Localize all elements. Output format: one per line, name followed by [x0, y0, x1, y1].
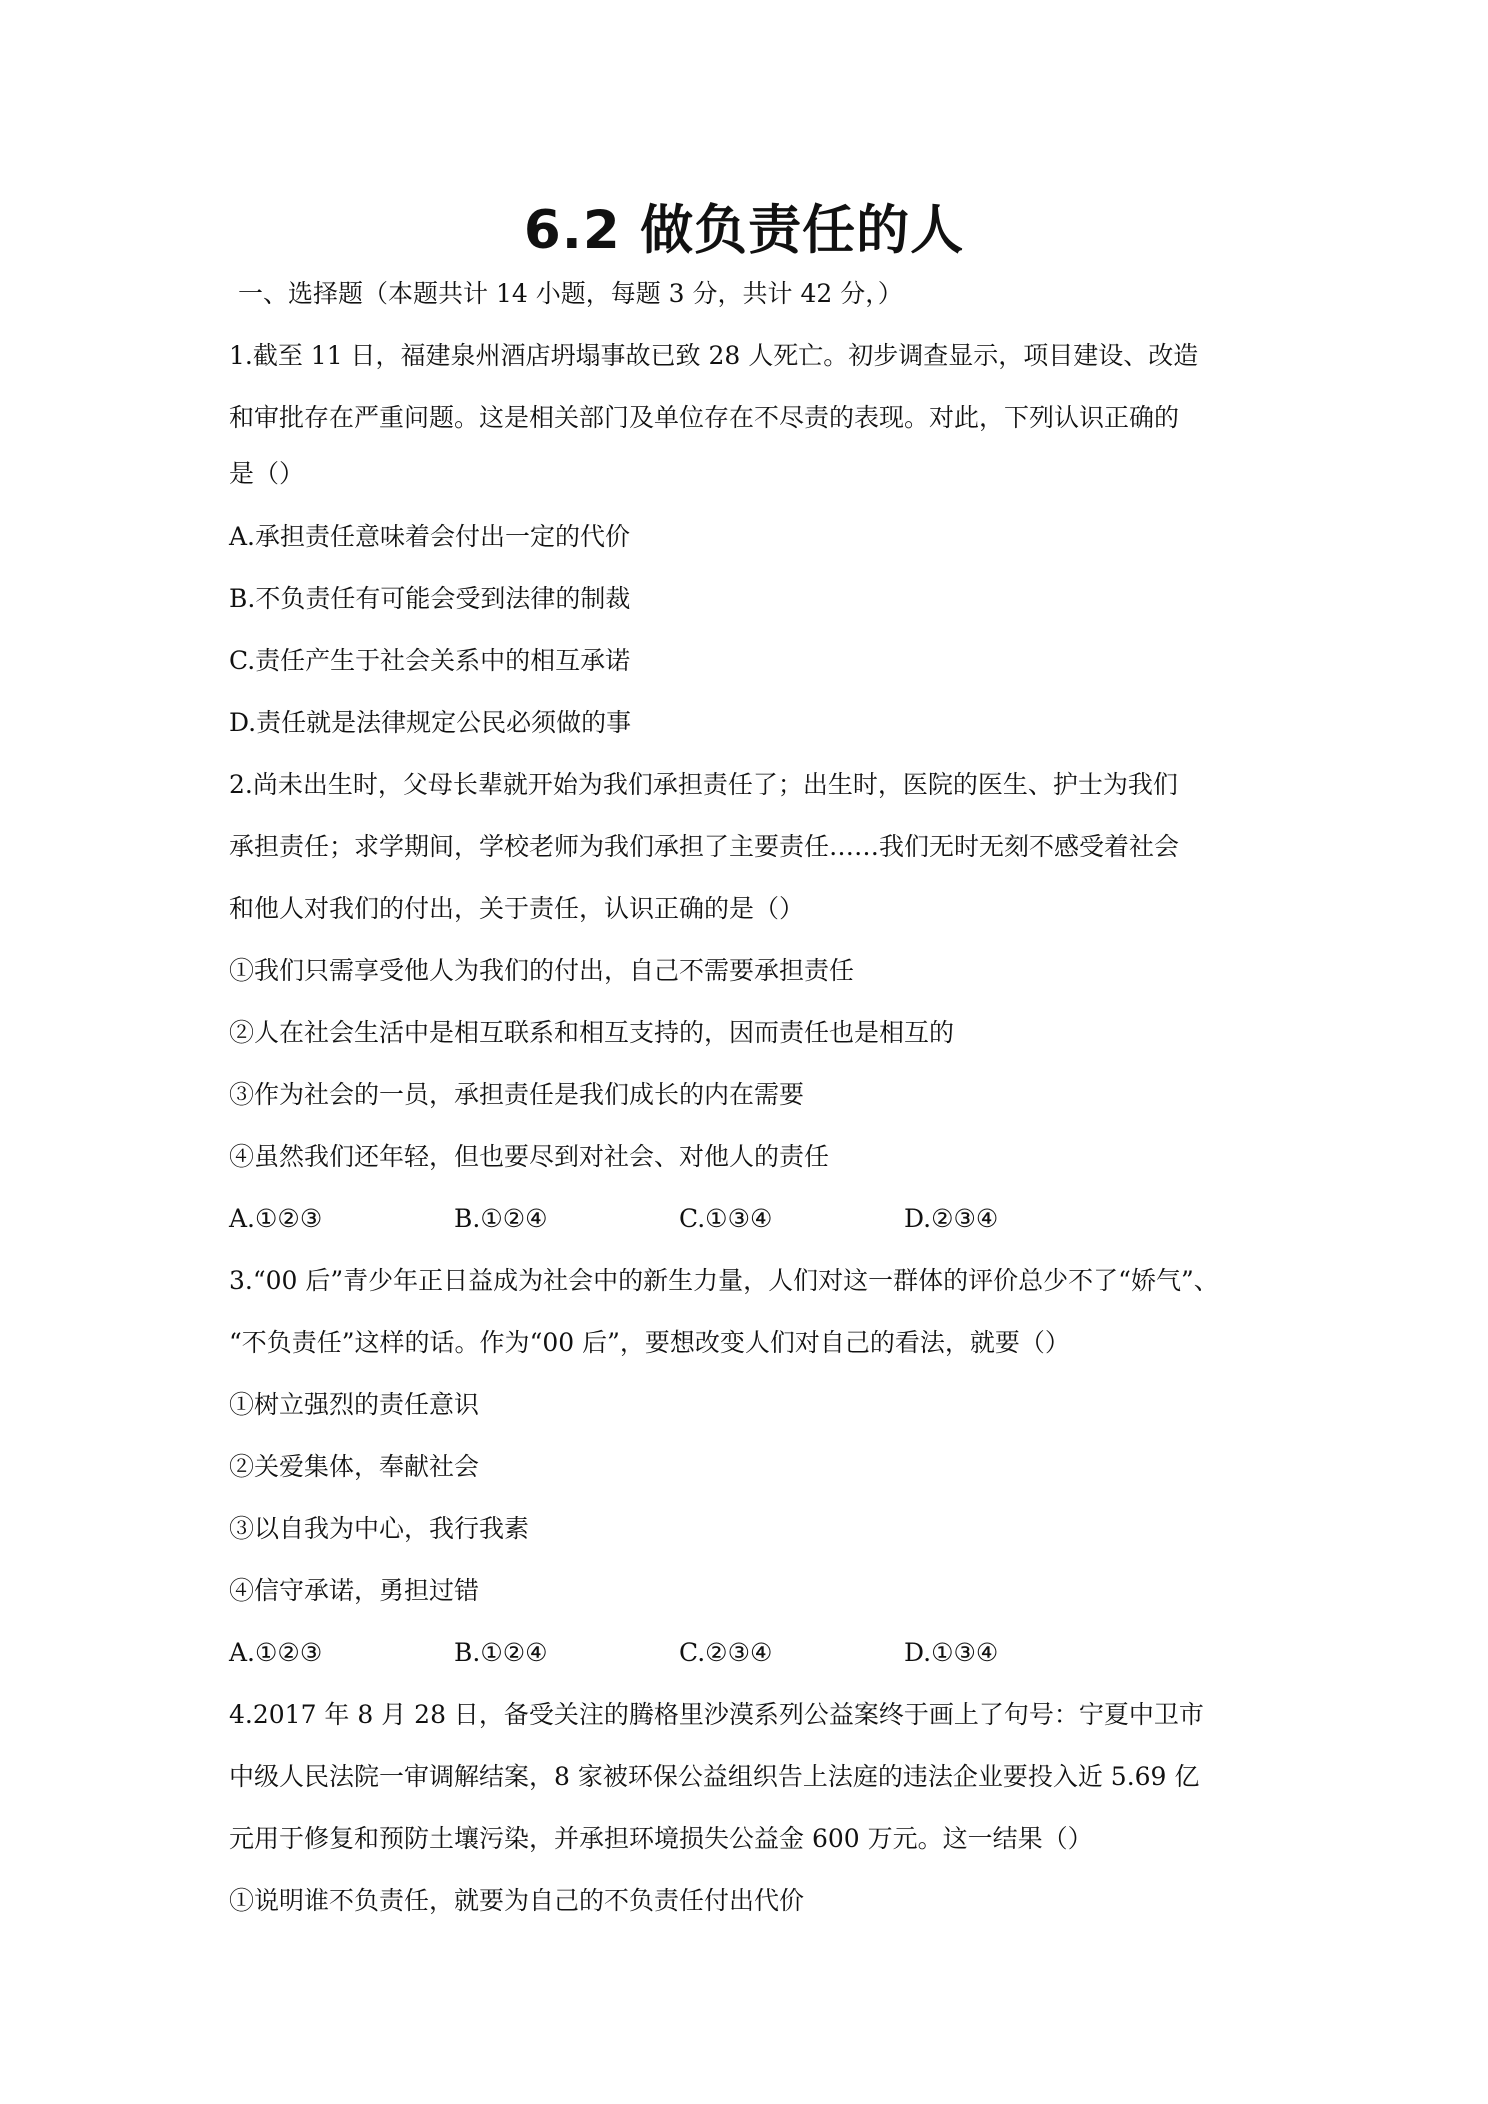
question-3-stem-line-1: 3.“00 后”青少年正日益成为社会中的新生力量，人们对这一群体的评价总少不了“娇气”、: [229, 1266, 1219, 1295]
page-title: 6.2 做负责任的人: [523, 200, 965, 261]
question-4-stem-line-3: 元用于修复和预防土壤污染，并承担环境损失公益金 600 万元。这一结果（）: [229, 1824, 1093, 1853]
question-3-statement-4: ④信守承诺，勇担过错: [229, 1576, 480, 1605]
question-1-stem-line-1: 1.截至 11 日，福建泉州酒店坍塌事故已致 28 人死亡。初步调查显示，项目建设、改造: [229, 341, 1199, 370]
question-3-stem-line-2: “不负责任”这样的话。作为“00 后”，要想改变人们对自己的看法，就要（）: [229, 1328, 1070, 1357]
question-2-statement-3: ③作为社会的一员，承担责任是我们成长的内在需要: [229, 1080, 805, 1109]
question-2-option-d: D.②③④: [904, 1204, 999, 1233]
question-2-stem-line-3: 和他人对我们的付出，关于责任，认识正确的是（）: [229, 894, 805, 923]
question-3-statement-2: ②关爱集体，奉献社会: [229, 1452, 480, 1481]
question-3-option-c: C.②③④: [679, 1638, 773, 1667]
question-2-option-c: C.①③④: [679, 1204, 773, 1233]
section-heading: 一、选择题（本题共计 14 小题，每题 3 分，共计 42 分，）: [238, 279, 903, 308]
question-3-statement-1: ①树立强烈的责任意识: [229, 1390, 480, 1419]
question-3-option-a: A.①②③: [229, 1638, 323, 1667]
question-4-stem-line-1: 4.2017 年 8 月 28 日，备受关注的腾格里沙漠系列公益案终于画上了句号：宁夏中卫市: [229, 1700, 1204, 1729]
question-2-stem-line-1: 2.尚未出生时，父母长辈就开始为我们承担责任了；出生时，医院的医生、护士为我们: [229, 770, 1178, 799]
question-3-option-d: D.①③④: [904, 1638, 999, 1667]
question-2-statement-4: ④虽然我们还年轻，但也要尽到对社会、对他人的责任: [229, 1142, 830, 1171]
question-2-option-a: A.①②③: [229, 1204, 323, 1233]
question-2-option-b: B.①②④: [454, 1204, 548, 1233]
question-1-choice-b: B.不负责任有可能会受到法律的制裁: [229, 584, 631, 613]
question-1-stem-line-2: 和审批存在严重问题。这是相关部门及单位存在不尽责的表现。对此，下列认识正确的: [229, 403, 1180, 432]
question-2-stem-line-2: 承担责任；求学期间，学校老师为我们承担了主要责任……我们无时无刻不感受着社会: [229, 832, 1180, 861]
question-2-statement-2: ②人在社会生活中是相互联系和相互支持的，因而责任也是相互的: [229, 1018, 955, 1047]
question-4-statement-1: ①说明谁不负责任，就要为自己的不负责任付出代价: [229, 1886, 805, 1915]
question-1-choice-c: C.责任产生于社会关系中的相互承诺: [229, 646, 631, 675]
question-3-options: [229, 1638, 1129, 1668]
question-1-choice-a: A.承担责任意味着会付出一定的代价: [229, 522, 631, 551]
question-2-statement-1: ①我们只需享受他人为我们的付出，自己不需要承担责任: [229, 956, 855, 985]
question-1-choice-d: D.责任就是法律规定公民必须做的事: [229, 708, 632, 737]
question-1-stem-line-3: 是（）: [229, 459, 305, 488]
question-2-options: [229, 1204, 1129, 1234]
question-4-stem-line-2: 中级人民法院一审调解结案，8 家被环保公益组织告上法庭的违法企业要投入近 5.69 亿: [229, 1762, 1200, 1791]
question-3-statement-3: ③以自我为中心，我行我素: [229, 1514, 530, 1543]
question-3-option-b: B.①②④: [454, 1638, 548, 1667]
